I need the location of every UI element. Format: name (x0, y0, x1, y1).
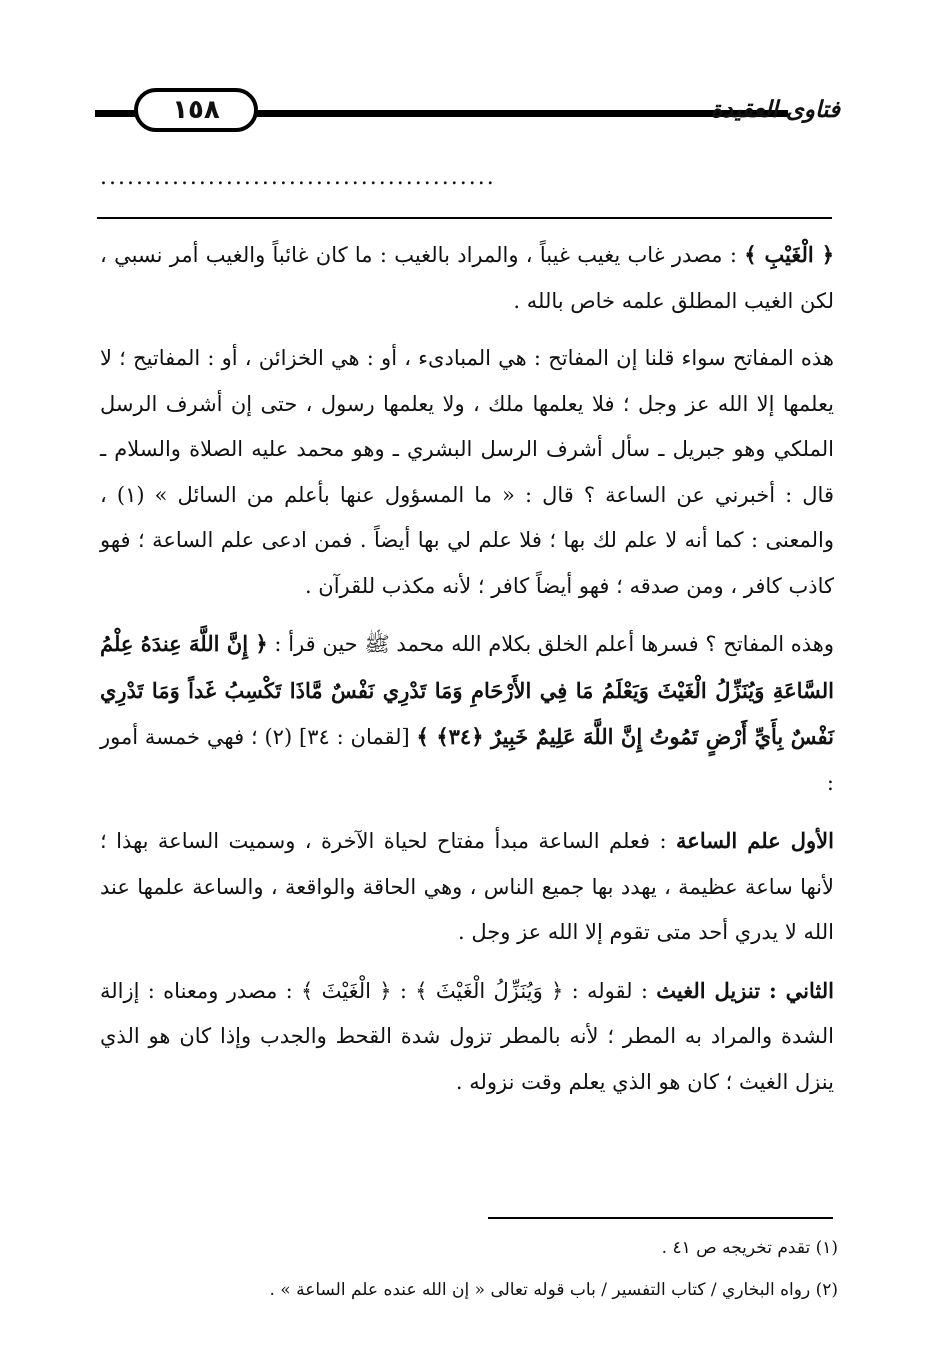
footnotes (100, 1227, 838, 1311)
page-number: ١٥٨ (134, 88, 258, 132)
paragraph-text: وهذه المفاتح ؟ فسرها أعلم الخلق بكلام الله محمد ﷺ حين قرأ : (267, 632, 834, 656)
paragraph-lead: الأول علم الساعة (676, 828, 834, 853)
paragraph-text: : لقوله : ﴿ وَيُنَزِّلُ الْغَيْثَ ﴾ : ﴿ الْغَيْثَ ﴾ : مصدر ومعناه : إزالة الشدة والمراد به المطر ؛ لأنه بالمطر تزول شدة القحط والجدب وإذا كان هو الذي ينزل الغيث ؛ كان هو الذي يعلم وقت نزوله . (100, 978, 834, 1094)
header-rule-left (95, 110, 137, 117)
paragraph-quran-verse (100, 621, 834, 806)
header-underline (97, 217, 832, 219)
paragraph-mafatih: هذه المفاتح سواء قلنا إن المفاتح : هي المبادىء ، أو : هي الخزائن ، أو : المفاتيح ؛ لا يعلمها إلا الله عز وجل ؛ فلا يعلمها ملك ، ولا يعلمها رسول ، حتى إن أشرف الرسل الملكي وهو جبريل ـ سأل أشرف الرسل البشري ـ وهو محمد عليه الصلاة والسلام ـ قال : أخبرني عن الساعة ؟ قال : « ما المسؤول عنها بأعلم من السائل » (١) ، والمعنى : كما أنه لا علم لك بها ؛ فلا علم لي بها أيضاً . فمن ادعى علم الساعة ؛ فهو كاذب كافر ، ومن صدقه ؛ فهو أيضاً كافر ؛ لأنه مكذب للقرآن . (100, 346, 834, 598)
footnote-2: (٢) رواه البخاري / كتاب التفسير / باب قوله تعالى « إن الله عنده علم الساعة » . (269, 1280, 838, 1300)
quran-quote: ﴿ إِنَّ اللَّهَ عِندَهُ عِلْمُ السَّاعَةِ وَيُنَزِّلُ الْغَيْثَ وَيَعْلَمُ مَا فِي الأَرْحَامِ وَمَا تَدْرِي نَفْسٌ مَّاذَا تَكْسِبُ غَداً وَمَا تَدْرِي نَفْسٌ بِأَيِّ أَرْضٍ تَمُوتُ إِنَّ اللَّهَ عَلِيمٌ خَبِيرٌ ﴿٣٤﴾ ﴾ (100, 631, 834, 749)
footnote-1: (١) تقدم تخريجه ص ٤١ . (661, 1238, 838, 1258)
footnote-rule (488, 1217, 833, 1219)
page-header (95, 88, 840, 134)
dotted-separator: ............................................ (100, 168, 496, 188)
paragraph-text: : مصدر غاب يغيب غيباً ، والمراد بالغيب : ما كان غائباً والغيب أمر نسبي ، لكن الغيب المطلق علمه خاص بالله . (100, 243, 834, 313)
paragraph-first-hour (100, 818, 834, 956)
paragraph-second-rain (100, 968, 834, 1106)
paragraph-ghayb (100, 232, 834, 324)
page-body (100, 232, 834, 1105)
paragraph-lead: الثاني : تنزيل الغيث (656, 977, 834, 1003)
paragraph-text: [لقمان : ٣٤] (٢) ؛ فهي خمسة أمور : (100, 725, 834, 795)
paragraph-lead: ﴿ الْغَيْبِ ﴾ (744, 242, 834, 267)
book-title: فتاوى العقيدة (710, 97, 840, 123)
paragraph-text: : فعلم الساعة مبدأ مفتاح لحياة الآخرة ، وسميت الساعة بهذا ؛ لأنها ساعة عظيمة ، يهدد بها جميع الناس ، وهي الحاقة والواقعة ، والساعة علمها عند الله لا يدري أحد متى تقوم إلا الله عز وجل . (100, 829, 834, 944)
